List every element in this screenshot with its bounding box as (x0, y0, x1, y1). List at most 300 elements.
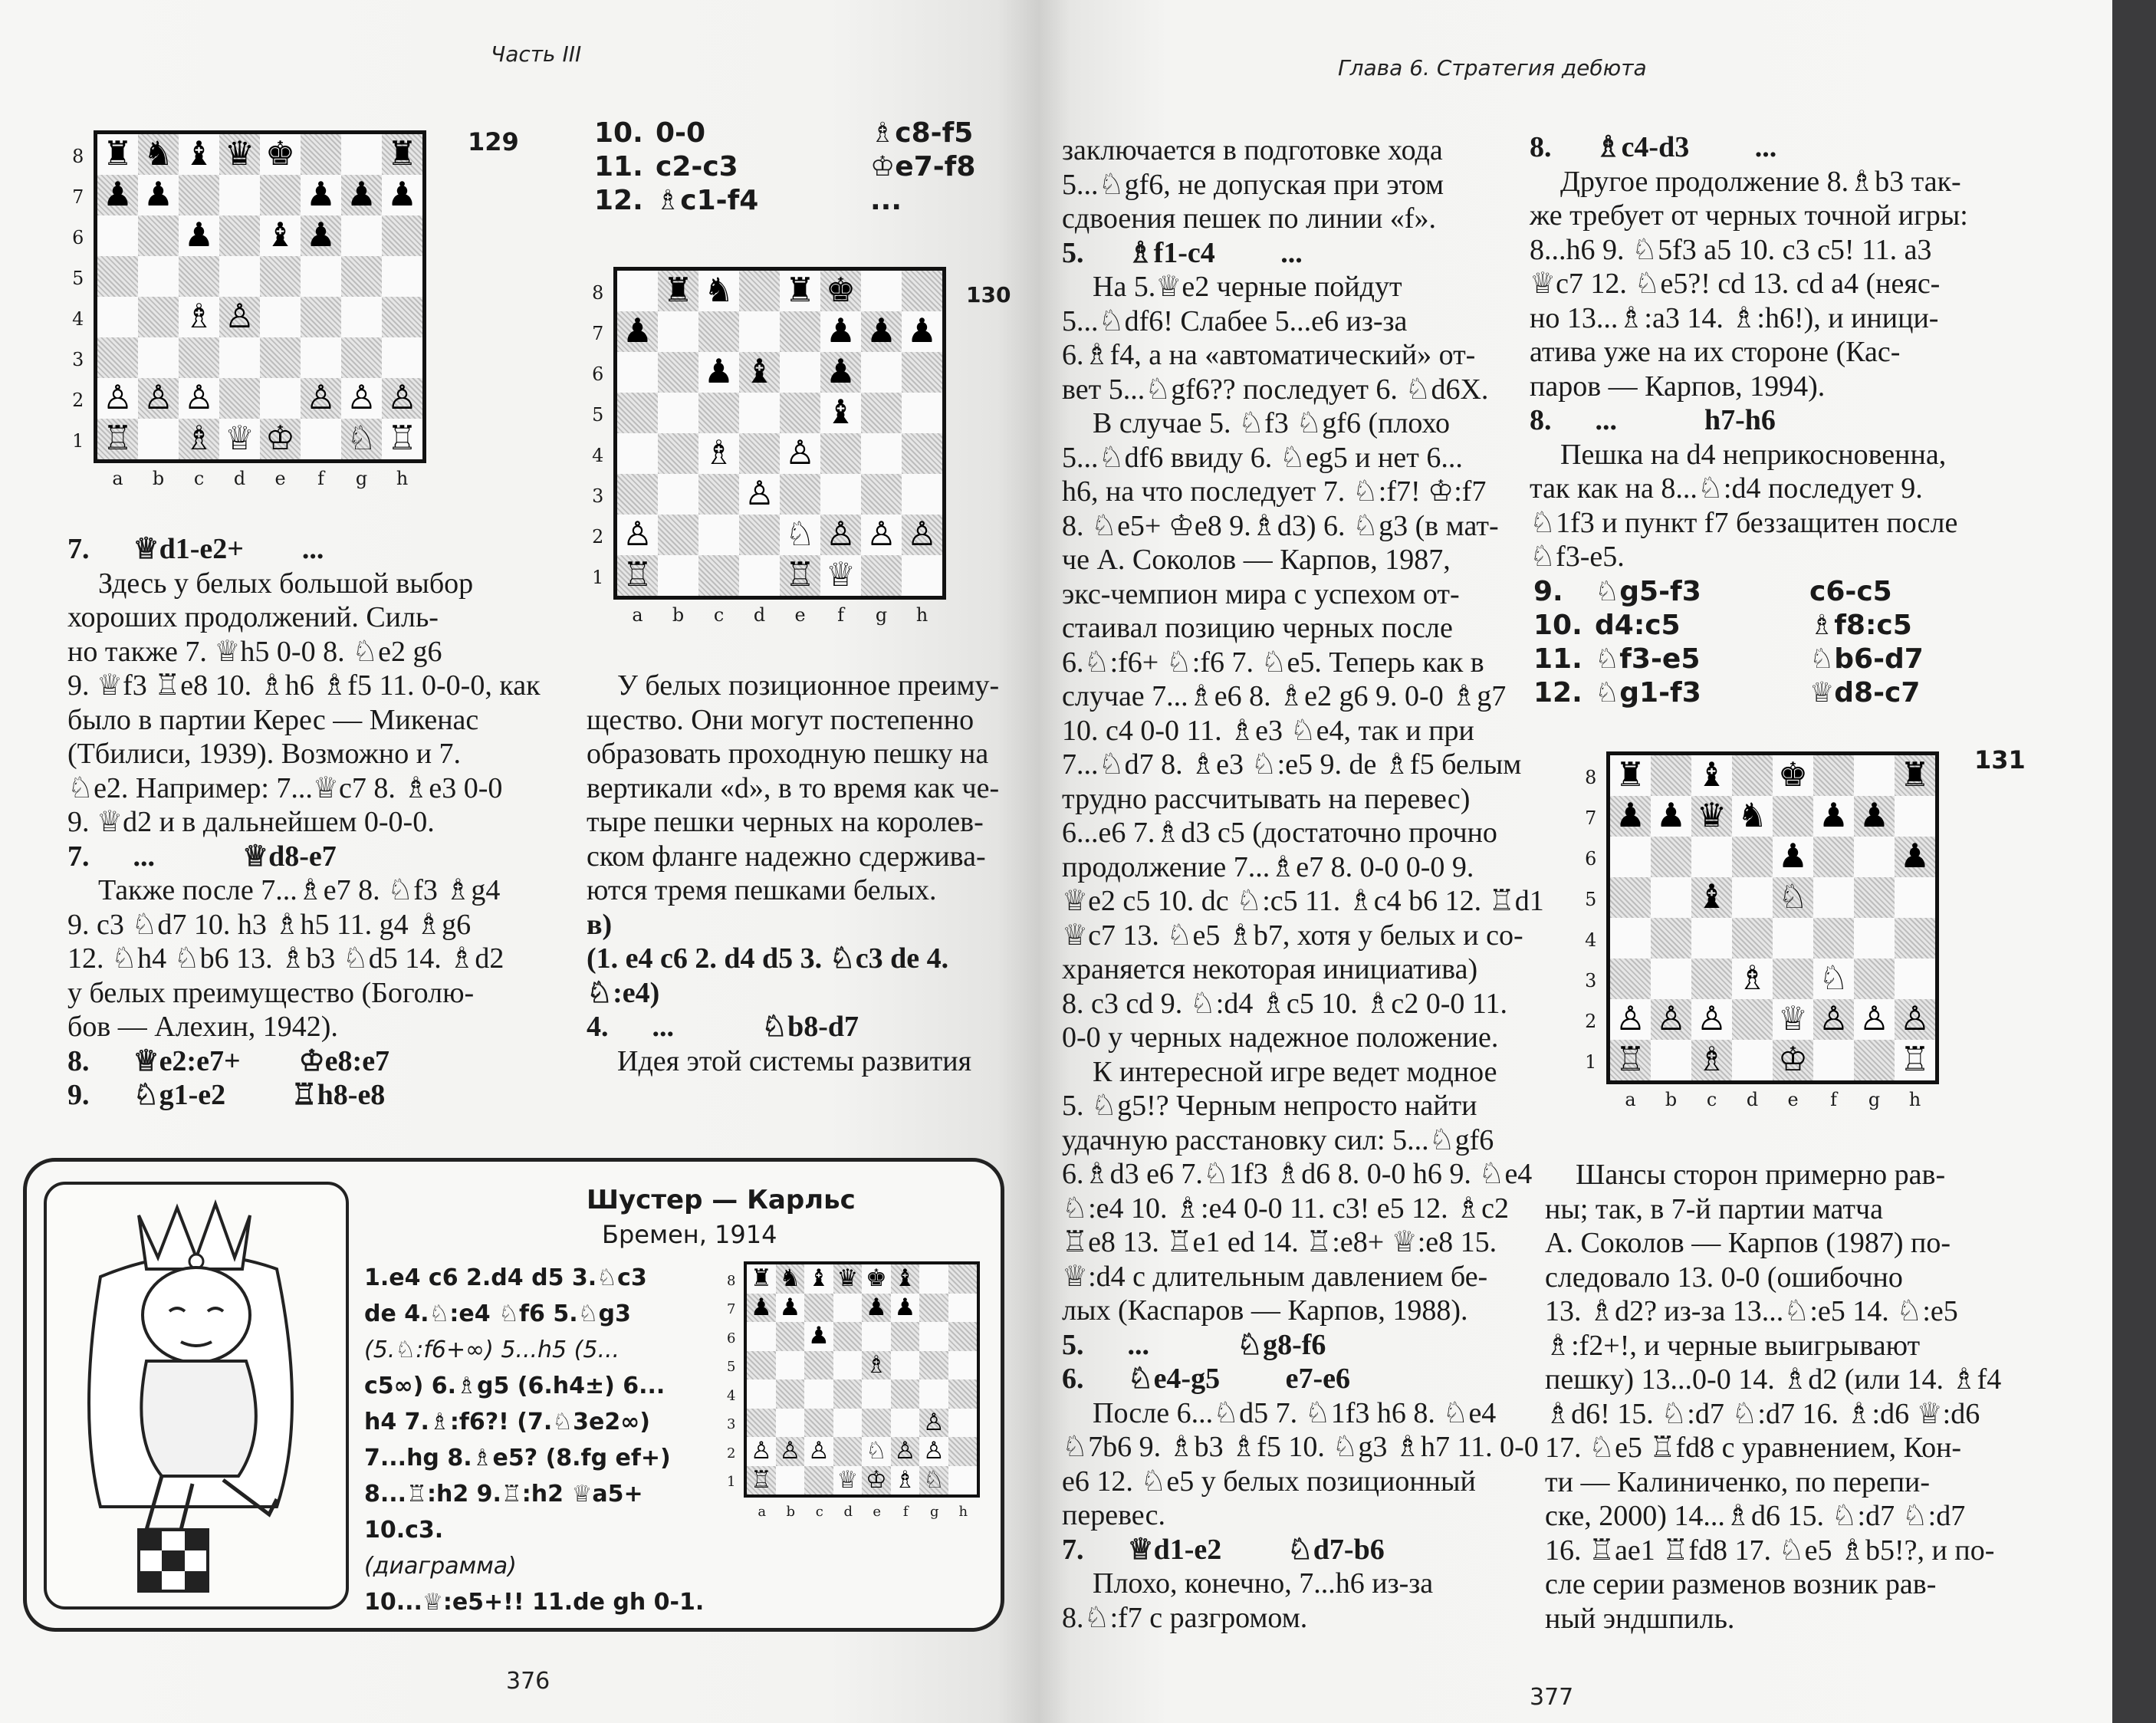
move-white: ♘g1-f3 (1595, 677, 1701, 709)
white-knight-icon: ♘ (341, 419, 382, 459)
move-black: ♗f8:c5 (1809, 610, 1912, 641)
text-line: хороших продолжений. Силь- (67, 601, 439, 633)
rank-label: 3 (1585, 969, 1597, 991)
white-rook-icon: ♖ (780, 555, 820, 596)
text-line: ♕:d4 с длительным давлением бе- (1062, 1260, 1488, 1293)
rank-label: 1 (1585, 1051, 1597, 1073)
black-pawn-icon: ♟ (1813, 796, 1854, 837)
text-line: че А. Соколов — Карпов, 1987, (1062, 544, 1451, 576)
black-pawn-icon: ♟ (861, 311, 902, 352)
text-line: следовало 13. 0-0 (ошибочно (1545, 1261, 1903, 1294)
text-line: (Тбилиси, 1939). Возможно и 7. (67, 738, 462, 770)
game-move-line: (5.♘:f6+∞) 5...h5 (5... (364, 1337, 620, 1363)
chess-diagram (744, 1261, 980, 1498)
board-square (739, 555, 780, 596)
board-square (382, 215, 422, 256)
white-king-icon: ♔ (862, 1466, 891, 1495)
board-square (776, 1379, 805, 1409)
text-line: 5...♘df6 ввиду 6. ♘eg5 и нет 6... (1062, 441, 1463, 474)
move-black: c6-c5 (1809, 576, 1892, 607)
black-bishop-icon: ♝ (1691, 877, 1732, 918)
board-square (902, 555, 942, 596)
text-line: атива уже на их стороне (Кас- (1530, 336, 1901, 368)
rank-label: 1 (727, 1474, 736, 1491)
file-label: g (875, 604, 888, 626)
black-bishop-icon: ♝ (820, 393, 861, 433)
rank-label: 2 (592, 525, 604, 547)
rank-label: 6 (727, 1330, 736, 1347)
board-square (739, 311, 780, 352)
move-white: 0-0 (656, 117, 706, 149)
text-line: ти — Калиниченко, по перепи- (1545, 1465, 1931, 1498)
white-king-icon: ♔ (260, 419, 301, 459)
black-king-icon: ♚ (1773, 755, 1813, 796)
black-pawn-icon: ♟ (1773, 837, 1813, 877)
white-pawn-icon: ♙ (780, 433, 820, 474)
board-square (919, 1379, 948, 1409)
rank-label: 4 (1585, 929, 1597, 951)
white-pawn-icon: ♙ (97, 378, 138, 419)
move-line: ♘:e4) (587, 976, 660, 1009)
black-rook-icon: ♜ (382, 134, 422, 175)
black-bishop-icon: ♝ (179, 134, 219, 175)
board-square (341, 297, 382, 337)
text-line: ♘1f3 и пункт f7 беззащитен после (1530, 506, 1958, 539)
board-square (862, 1379, 891, 1409)
text-line: случае 7...♗e6 8. ♗e2 g6 9. 0-0 ♗g7 (1062, 680, 1507, 712)
board-square (138, 337, 179, 378)
black-pawn-icon: ♟ (862, 1294, 891, 1323)
board-square (97, 337, 138, 378)
board-square (833, 1351, 863, 1380)
white-pawn-icon: ♙ (1854, 999, 1895, 1040)
diagram-number: 130 (966, 282, 1011, 307)
board-square (739, 393, 780, 433)
board-square (698, 393, 739, 433)
text-line: ♕c7 12. ♘e5?! cd 13. cd a4 (неяс- (1530, 268, 1941, 300)
file-label: a (758, 1504, 767, 1520)
board-square (833, 1294, 863, 1323)
black-queen-icon: ♛ (833, 1264, 863, 1294)
white-bishop-icon: ♗ (179, 297, 219, 337)
text-line: так как на 8...♘:d4 последует 9. (1530, 472, 1923, 505)
white-bishop-icon: ♗ (179, 419, 219, 459)
move-black: ... (870, 185, 902, 216)
text-line: У белых позиционное преиму- (617, 669, 1000, 702)
game-title: Шустер — Карльс (587, 1185, 856, 1215)
black-knight-icon: ♞ (138, 134, 179, 175)
white-pawn-icon: ♙ (1651, 999, 1691, 1040)
board-square (747, 1379, 776, 1409)
black-bishop-icon: ♝ (260, 215, 301, 256)
board-square (902, 433, 942, 474)
board-square (948, 1294, 978, 1323)
board-square (219, 337, 260, 378)
file-label: g (355, 468, 368, 489)
white-queen-icon: ♕ (820, 555, 861, 596)
black-rook-icon: ♜ (747, 1264, 776, 1294)
game-move-line: 8...♖:h2 9.♖:h2 ♕a5+ (364, 1481, 643, 1508)
board-square (658, 474, 698, 515)
board-square (179, 175, 219, 215)
text-line: После 6...♘d5 7. ♘1f3 h6 8. ♘e4 (1093, 1396, 1497, 1429)
board-square (1610, 959, 1651, 999)
board-square (138, 256, 179, 297)
text-line: лых (Каспаров — Карпов, 1988). (1062, 1294, 1468, 1327)
file-label: h (915, 604, 928, 626)
board-square (919, 1322, 948, 1351)
rank-label: 3 (72, 348, 84, 370)
text-line: ♗:f2+!, и черные выигрывают (1545, 1329, 1921, 1362)
text-line: А. Соколов — Карпов (1987) по- (1545, 1227, 1951, 1259)
white-pawn-icon: ♙ (739, 474, 780, 515)
board-square (747, 1322, 776, 1351)
black-bishop-icon: ♝ (804, 1264, 833, 1294)
move-line: 4. ... ♘b8-d7 (587, 1011, 859, 1043)
text-line: 5...♘gf6, не допуская при этом (1062, 168, 1444, 201)
move-line: в) (587, 908, 613, 941)
text-line: В случае 5. ♘f3 ♘gf6 (плохо (1093, 407, 1451, 439)
text-line: храняется некоторая инициатива) (1062, 953, 1478, 985)
board-square (948, 1466, 978, 1495)
game-move-line: 10...♕:e5+!! 11.de gh 0-1. (364, 1589, 705, 1616)
move-white: ♘f3-e5 (1595, 643, 1701, 675)
move-line: 8. ... h7-h6 (1530, 404, 1776, 436)
text-line: 10. c4 0-0 11. ♗e3 ♘e4, так и при (1062, 714, 1474, 747)
file-label: a (1625, 1089, 1636, 1110)
board-square (948, 1409, 978, 1438)
black-bishop-icon: ♝ (739, 352, 780, 393)
white-knight-icon: ♘ (780, 515, 820, 555)
rank-label: 7 (1585, 807, 1597, 829)
board-square (776, 1409, 805, 1438)
move-line: 7. ♕d1-e2 ♘d7-b6 (1062, 1533, 1385, 1566)
board-square (301, 134, 341, 175)
rank-label: 2 (727, 1445, 736, 1462)
file-label: f (317, 468, 324, 489)
black-pawn-icon: ♟ (617, 311, 658, 352)
file-label: g (929, 1504, 939, 1520)
move-line: 8. ♕e2:e7+ ♔e8:e7 (67, 1044, 390, 1077)
white-bishop-icon: ♗ (1732, 959, 1773, 999)
move-line: (1. e4 c6 2. d4 d5 3. ♘c3 de 4. (587, 942, 949, 975)
white-rook-icon: ♖ (1895, 1040, 1935, 1080)
text-line: Другое продолжение 8.♗b3 так- (1560, 165, 1961, 198)
board-square (780, 393, 820, 433)
board-square (97, 297, 138, 337)
board-square (1813, 918, 1854, 959)
board-square (862, 1322, 891, 1351)
chess-diagram (94, 130, 426, 463)
text-line: h6, на что последует 7. ♘:f7! ♔:f7 (1062, 475, 1487, 508)
white-knight-icon: ♘ (862, 1437, 891, 1466)
white-rook-icon: ♖ (617, 555, 658, 596)
board-square (260, 175, 301, 215)
board-square (97, 256, 138, 297)
text-line: ♘f3-e5. (1530, 541, 1625, 573)
file-label: b (1665, 1089, 1678, 1110)
white-queen-icon: ♕ (219, 419, 260, 459)
text-line: 9. ♕d2 и в дальнейшем 0-0-0. (67, 806, 435, 838)
white-rook-icon: ♖ (1610, 1040, 1651, 1080)
board-square (833, 1437, 863, 1466)
text-line: ♗d6! 15. ♘:d7 ♘:d7 16. ♗:d6 ♕:d6 (1545, 1397, 1980, 1430)
rank-label: 7 (72, 186, 84, 208)
board-square (919, 1264, 948, 1294)
black-pawn-icon: ♟ (776, 1294, 805, 1323)
white-knight-icon: ♘ (919, 1466, 948, 1495)
text-line: 8.♘:f7 с разгромом. (1062, 1601, 1308, 1634)
board-square (1773, 959, 1813, 999)
text-line: пешку) 13...0-0 14. ♗d2 (или 14. ♗f4 (1545, 1363, 2002, 1396)
black-bishop-icon: ♝ (1691, 755, 1732, 796)
text-line: у белых преимущество (Боголю- (67, 976, 475, 1009)
board-square (658, 433, 698, 474)
move-white: ♘g5-f3 (1595, 576, 1701, 607)
board-square (1732, 755, 1773, 796)
board-square (1732, 1040, 1773, 1080)
text-line: Шансы сторон примерно рав- (1576, 1159, 1946, 1191)
text-line: 8...h6 9. ♘5f3 a5 10. c3 c5! 11. a3 (1530, 233, 1932, 266)
file-label: e (794, 604, 806, 626)
text-line: ♖e8 13. ♖e1 ed 14. ♖:e8+ ♕:e8 15. (1062, 1226, 1497, 1258)
text-line: ском фланге надежно сдержива- (587, 840, 986, 873)
board-square (1895, 959, 1935, 999)
move-line: 8. ♗c4-d3 ... (1530, 131, 1777, 163)
page-number: 377 (1530, 1684, 1574, 1711)
move-black: ♔e7-f8 (870, 151, 976, 182)
board-square (780, 474, 820, 515)
move-black: ♘b6-d7 (1809, 643, 1924, 675)
game-move-line: (диаграмма) (364, 1553, 517, 1580)
black-king-icon: ♚ (862, 1264, 891, 1294)
text-line: e6 12. ♘e5 у белых позиционный (1062, 1465, 1476, 1498)
page-number: 376 (506, 1668, 551, 1695)
text-line: Идея этой системы развития (617, 1044, 972, 1077)
text-line: 9. c3 ♘d7 10. h3 ♗h5 11. g4 ♗g6 (67, 908, 472, 941)
file-label: c (193, 468, 205, 489)
file-label: b (152, 468, 165, 489)
board-square (919, 1294, 948, 1323)
black-pawn-icon: ♟ (1651, 796, 1691, 837)
file-label: d (843, 1504, 853, 1520)
black-king-icon: ♚ (260, 134, 301, 175)
file-label: b (672, 604, 685, 626)
board-square (260, 256, 301, 297)
board-square (919, 1351, 948, 1380)
board-square (861, 393, 902, 433)
text-line: 8. c3 cd 9. ♘:d4 ♗c5 10. ♗c2 0-0 11. (1062, 987, 1507, 1020)
board-square (1773, 796, 1813, 837)
board-square (891, 1351, 920, 1380)
board-square (739, 515, 780, 555)
board-square (1895, 877, 1935, 918)
rank-label: 5 (592, 403, 604, 426)
move-line: 5. ... ♘g8-f6 (1062, 1328, 1326, 1361)
text-line: продолжение 7...♗e7 8. 0-0 0-0 9. (1062, 850, 1474, 883)
text-line: щество. Они могут постепенно (587, 703, 974, 736)
text-line: Здесь у белых большой выбор (98, 567, 474, 600)
board-square (1651, 1040, 1691, 1080)
rank-label: 8 (727, 1272, 736, 1289)
text-line: тыре пешки черных на королев- (587, 806, 984, 838)
right-page (1039, 0, 2112, 1723)
rank-label: 5 (727, 1359, 736, 1376)
file-label: d (1746, 1089, 1759, 1110)
black-pawn-icon: ♟ (1895, 837, 1935, 877)
white-pawn-icon: ♙ (1691, 999, 1732, 1040)
board-square (698, 474, 739, 515)
running-header: Глава 6. Стратегия дебюта (1338, 55, 1647, 81)
chess-diagram (1606, 751, 1939, 1084)
move-row (1533, 575, 1924, 609)
move-white: ♗c1-f4 (656, 185, 759, 216)
black-rook-icon: ♜ (1610, 755, 1651, 796)
white-pawn-icon: ♙ (1895, 999, 1935, 1040)
board-square (1854, 1040, 1895, 1080)
black-queen-icon: ♛ (219, 134, 260, 175)
text-line: 5. ♘g5!? Черным непросто найти (1062, 1090, 1477, 1122)
move-row (594, 184, 975, 218)
black-knight-icon: ♞ (1732, 796, 1773, 837)
rank-label: 3 (727, 1416, 736, 1433)
board-square (301, 337, 341, 378)
text-line: ♕c7 13. ♘e5 ♗b7, хотя у белых и со- (1062, 919, 1523, 952)
text-line: 6.♗f4, а на «автоматический» от- (1062, 339, 1476, 371)
black-pawn-icon: ♟ (698, 352, 739, 393)
board-square (97, 215, 138, 256)
black-rook-icon: ♜ (97, 134, 138, 175)
black-rook-icon: ♜ (1895, 755, 1935, 796)
white-pawn-icon: ♙ (804, 1437, 833, 1466)
board-square (341, 134, 382, 175)
board-square (902, 271, 942, 311)
white-bishop-icon: ♗ (1691, 1040, 1732, 1080)
board-square (833, 1322, 863, 1351)
board-square (948, 1379, 978, 1409)
board-square (1854, 837, 1895, 877)
move-num: 11. (594, 151, 643, 182)
rank-label: 7 (727, 1301, 736, 1318)
game-move-line: 10.c3. (364, 1517, 444, 1544)
white-knight-icon: ♘ (1813, 959, 1854, 999)
board-square (1610, 877, 1651, 918)
board-square (1691, 959, 1732, 999)
file-label: e (873, 1504, 882, 1520)
file-label: f (902, 1504, 909, 1520)
board-square (861, 555, 902, 596)
board-square (1732, 918, 1773, 959)
text-line: ный эндшпиль. (1545, 1602, 1735, 1635)
rank-label: 5 (72, 267, 84, 289)
text-line: трудно рассчитывать на перевес) (1062, 782, 1471, 815)
file-label: c (815, 1504, 823, 1520)
move-line: 9. ♘g1-e2 ♖h8-e8 (67, 1079, 386, 1111)
file-label: d (233, 468, 246, 489)
move-num: 12. (1533, 677, 1582, 709)
white-pawn-icon: ♙ (1610, 999, 1651, 1040)
board-square (698, 555, 739, 596)
board-square (804, 1294, 833, 1323)
file-label: a (112, 468, 123, 489)
rank-label: 8 (592, 281, 604, 304)
text-line: К интересной игре ведет модное (1093, 1055, 1497, 1088)
move-num: 12. (594, 185, 643, 216)
move-row (594, 150, 975, 184)
board-square (260, 378, 301, 419)
board-square (747, 1409, 776, 1438)
board-square (804, 1409, 833, 1438)
text-line: стаивал позицию черных после (1062, 612, 1453, 644)
black-pawn-icon: ♟ (804, 1322, 833, 1351)
board-square (382, 256, 422, 297)
move-num: 10. (1533, 610, 1582, 641)
rank-label: 2 (1585, 1010, 1597, 1032)
board-square (739, 433, 780, 474)
rank-label: 1 (72, 429, 84, 452)
board-square (1651, 877, 1691, 918)
board-square (820, 474, 861, 515)
move-line: 5. ♗f1-c4 ... (1062, 236, 1303, 269)
white-bishop-icon: ♗ (862, 1351, 891, 1380)
game-move-line: 1.e4 c6 2.d4 d5 3.♘c3 (364, 1264, 647, 1291)
white-pawn-icon: ♙ (820, 515, 861, 555)
board-square (861, 433, 902, 474)
board-square (341, 215, 382, 256)
game-event: Бремен, 1914 (602, 1220, 777, 1249)
rank-label: 2 (72, 389, 84, 411)
text-line: ♕e2 c5 10. dc ♘:c5 11. ♗c4 b6 12. ♖d1 (1062, 885, 1544, 917)
left-page (0, 0, 1039, 1723)
text-line: сдвоения пешек по линии «f». (1062, 202, 1436, 235)
file-label: e (274, 468, 286, 489)
text-line: удачную расстановку сил: 5...♘gf6 (1062, 1123, 1494, 1156)
white-pawn-icon: ♙ (138, 378, 179, 419)
text-column (67, 532, 541, 1113)
text-line: ♘:e4 10. ♗:e4 0-0 11. c3! e5 12. ♗c2 (1062, 1192, 1510, 1225)
text-line: 7...♘d7 8. ♗e3 ♘:e5 9. de ♗f5 белым (1062, 748, 1522, 781)
board-square (219, 175, 260, 215)
diagram-number: 129 (468, 127, 519, 156)
cartoon-king-illustration (44, 1182, 349, 1610)
file-label: d (753, 604, 766, 626)
file-label: f (837, 604, 844, 626)
board-square (1854, 755, 1895, 796)
text-line: сле серии разменов возник рав- (1545, 1568, 1937, 1600)
board-square (1895, 918, 1935, 959)
board-square (219, 215, 260, 256)
text-line: 13. ♗d2? из-за 13...♘:e5 14. ♘:e5 (1545, 1295, 1958, 1327)
black-bishop-icon: ♝ (891, 1264, 920, 1294)
board-square (1854, 877, 1895, 918)
black-king-icon: ♚ (820, 271, 861, 311)
text-column (1545, 1158, 2005, 1636)
board-square (861, 474, 902, 515)
text-column (587, 669, 1016, 1078)
white-pawn-icon: ♙ (301, 378, 341, 419)
file-label: e (1787, 1089, 1799, 1110)
text-line: 16. ♖ae1 ♖fd8 17. ♘e5 ♗b5!?, и по- (1545, 1534, 1995, 1567)
board-square (698, 515, 739, 555)
black-knight-icon: ♞ (698, 271, 739, 311)
rank-label: 8 (1585, 766, 1597, 788)
black-pawn-icon: ♟ (382, 175, 422, 215)
board-square (1854, 918, 1895, 959)
board-square (301, 256, 341, 297)
board-square (1610, 837, 1651, 877)
board-square (776, 1466, 805, 1495)
board-square (862, 1409, 891, 1438)
